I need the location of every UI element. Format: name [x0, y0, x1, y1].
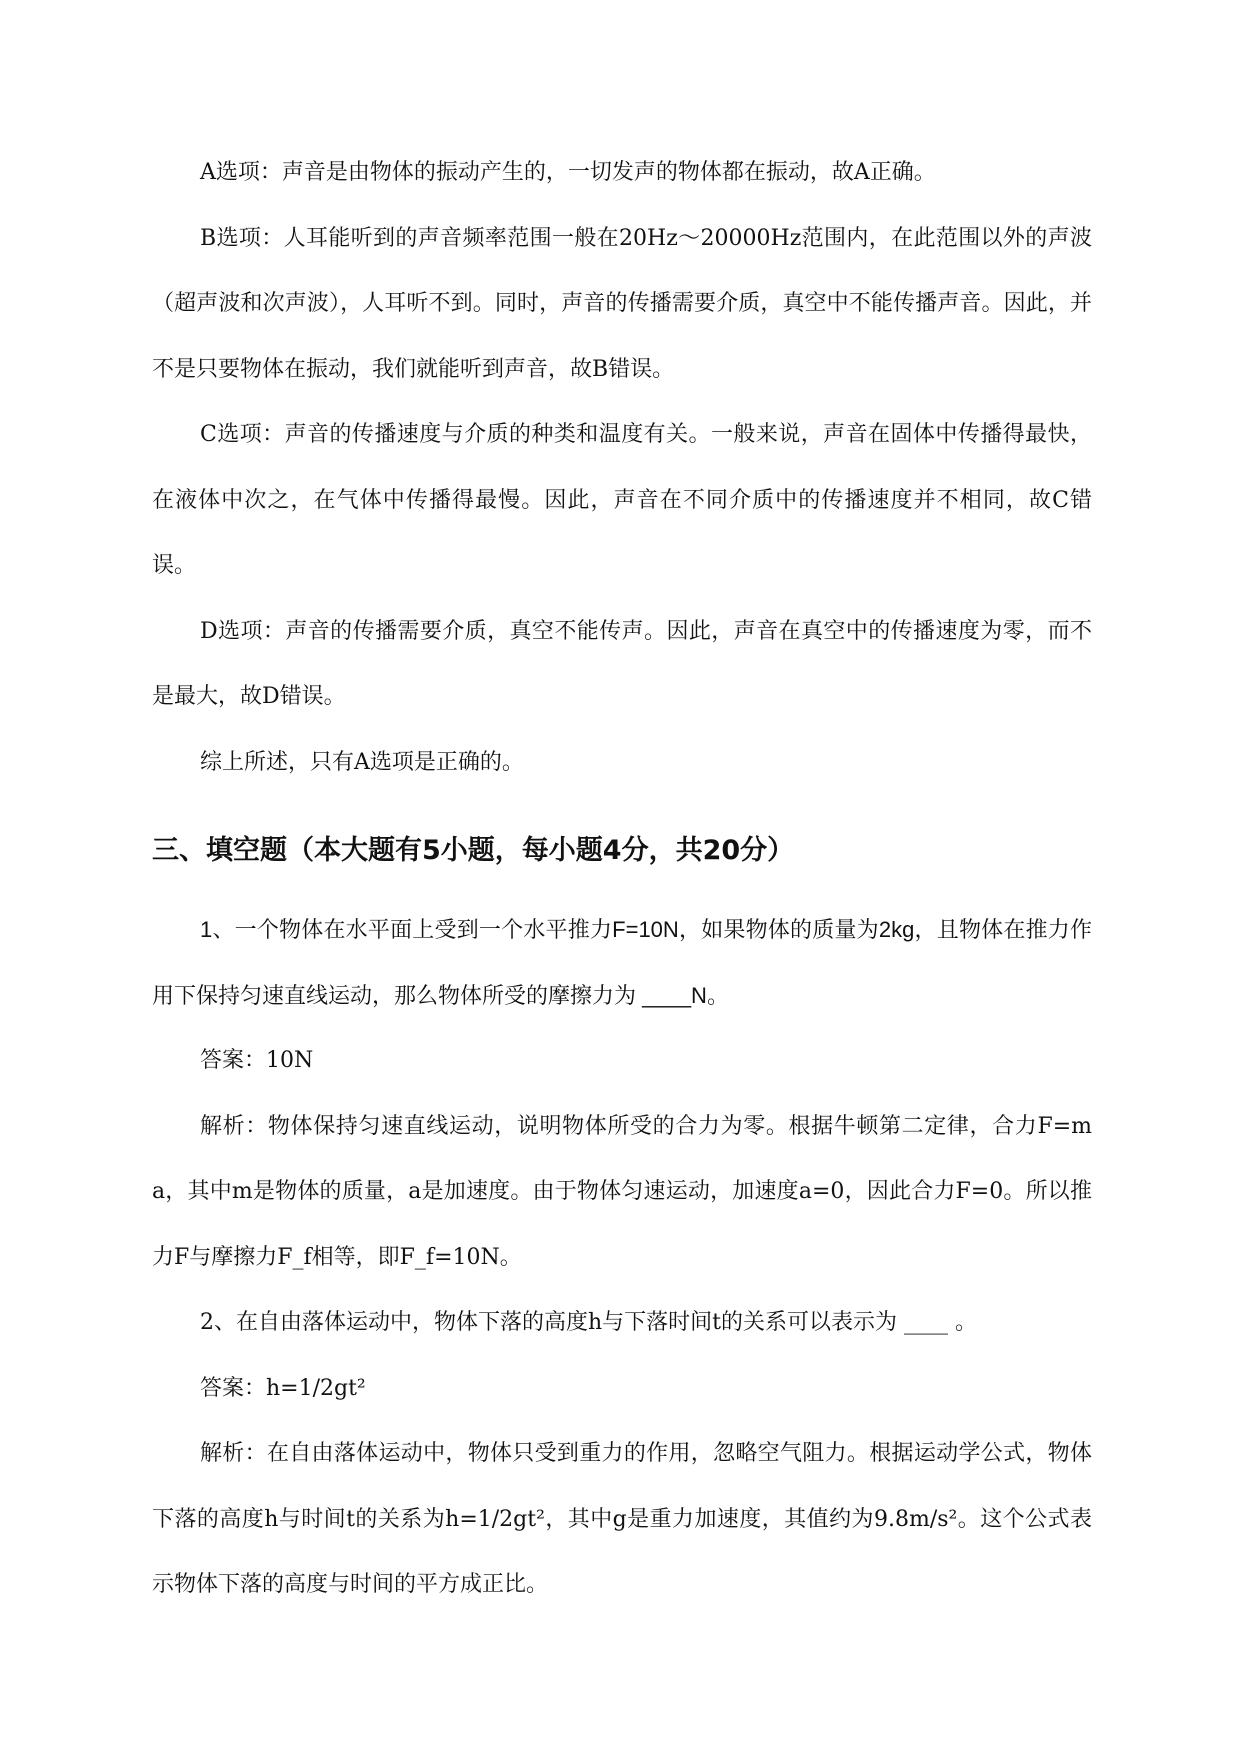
option-d-explanation: D选项：声音的传播需要介质，真空不能传声。因此，声音在真空中的传播速度为零，而不是最大，故D错误。	[152, 618, 1092, 709]
question-1-answer: 答案：10N	[200, 1048, 314, 1073]
option-b-explanation: B选项：人耳能听到的声音频率范围一般在20Hz～20000Hz范围内，在此范围以外的声波（超声波和次声波），人耳听不到。同时，声音的传播需要介质，真空中不能传播声音。因此，并不是只要物体在振动，我们就能听到声音，故B错误。	[152, 225, 1092, 382]
page-content	[152, 140, 1092, 1618]
question-1-analysis: 解析：物体保持匀速直线运动，说明物体所受的合力为零。根据牛顿第二定律，合力F=ma，其中m是物体的质量，a是加速度。由于物体匀速运动，加速度a=0，因此合力F=0。所以推力F与摩擦力F_f相等，即F_f=10N。	[152, 1113, 1092, 1270]
question-2-text: 2、在自由落体运动中，物体下落的高度h与下落时间t的关系可以表示为 ____ 。	[200, 1310, 977, 1335]
summary-paragraph: 综上所述，只有A选项是正确的。	[200, 749, 524, 775]
option-c-explanation: C选项：声音的传播速度与介质的种类和温度有关。一般来说，声音在固体中传播得最快，在液体中次之，在气体中传播得最慢。因此，声音在不同介质中的传播速度并不相同，故C错误。	[152, 422, 1092, 578]
option-a-explanation: A选项：声音是由物体的振动产生的，一切发声的物体都在振动，故A正确。	[200, 160, 936, 185]
question-2-analysis: 解析：在自由落体运动中，物体只受到重力的作用，忽略空气阻力。根据运动学公式，物体下落的高度h与时间t的关系为h=1/2gt²，其中g是重力加速度，其值约为9.8m/s²。这个公式表示物体下落的高度与时间的平方成正比。	[152, 1441, 1092, 1597]
question-2-answer: 答案：h=1/2gt²	[200, 1375, 366, 1401]
question-1-text: 1、一个物体在水平面上受到一个水平推力F=10N，如果物体的质量为2kg，且物体在推力作用下保持匀速直线运动，那么物体所受的摩擦力为 ____N。	[152, 917, 1092, 1008]
section-three-heading: 三、填空题（本大题有5小题，每小题4分，共20分）	[152, 835, 795, 866]
